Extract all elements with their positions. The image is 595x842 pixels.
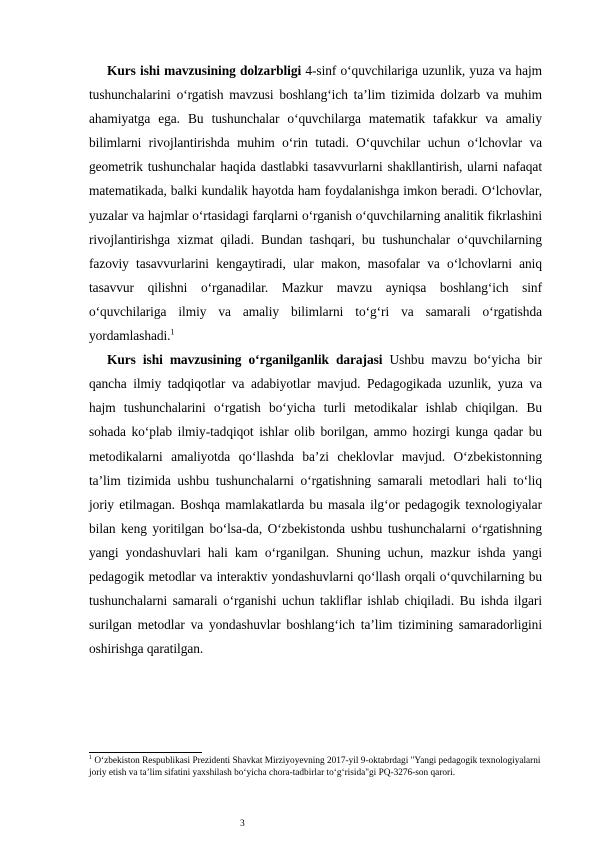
- footnote-marker: 1: [89, 754, 92, 761]
- footnote-reference: 1: [170, 327, 175, 337]
- paragraph-heading: Kurs ishi mavzusining dolzarbligi: [107, 63, 302, 78]
- paragraph-relevance: [89, 59, 542, 348]
- paragraph-text: 4-sinf o‘quvchilariga uzunlik, yuza va hajm tushunchalarini o‘rgatish mavzusi boshlang‘ich ta’lim tizimida dolzarb va muhim ahamiyatga ega. Bu tushunchalar o‘quvchilarga matematik tafakkur va amaliy bilimlarni rivojlantirishda muhim o‘rin tutadi. O‘quvchilar uchun o‘lchovlar va geometrik tushunchalar haqida dastlabki tasavvurlarni shakllantirish, ularni nafaqat matematikada, balki kundalik hayotda ham foydalanishga imkon beradi. O‘lchovlar, yuzalar va hajmlar o‘rtasidagi farqlarni o‘rganish o‘quvchilarning analitik fikrlashini rivojlantirishga xizmat qiladi. Bundan tashqari, bu tushunchalar o‘quvchilarning fazoviy tasavvurlarini kengaytiradi, ular makon, masofalar va o‘lchovlarni aniq tasavvur qilishni o‘rganadilar. Mazkur mavzu ayniqsa boshlang‘ich sinf o‘quvchilariga ilmiy va amaliy bilimlarni to‘g‘ri va samarali o‘rgatishda yordamlashadi.: [89, 63, 542, 344]
- footnote: [89, 755, 542, 779]
- footnote-separator: [89, 752, 202, 753]
- page-number: 3: [240, 819, 245, 829]
- paragraph-heading: Kurs ishi mavzusining o‘rganilganlik darajasi: [107, 352, 383, 368]
- paragraph-study-level: [89, 348, 542, 661]
- body-text: [89, 59, 542, 661]
- footnote-text: O‘zbekiston Respublikasi Prezidenti Shavkat Mirziyoyevning 2017-yil 9-oktabrdagi "Yangi pedagogik texnologiyalarni joriy etish va ta’lim sifatini yaxshilash bo‘yicha chora-tadbirlar to‘g‘risida"gi PQ-3276-son qarori.: [89, 756, 541, 778]
- paragraph-text: Ushbu mavzu bo‘yicha bir qancha ilmiy tadqiqotlar va adabiyotlar mavjud. Pedagogikada uzunlik, yuza va hajm tushunchalarini o‘rgatish bo‘yicha turli metodikalar ishlab chiqilgan. Bu sohada ko‘plab ilmiy-tadqiqot ishlar olib borilgan, ammo hozirgi kunga qadar bu metodikalarni amaliyotda qo‘llashda ba’zi cheklovlar mavjud. O‘zbekistonning ta’lim tizimida ushbu tushunchalarni o‘rgatishning samarali metodlari hali to‘liq joriy etilmagan. Boshqa mamlakatlarda bu masala ilg‘or pedagogik texnologiyalar bilan keng yoritilgan bo‘lsa-da, O‘zbekistonda ushbu tushunchalarni o‘rgatishning yangi yondashuvlari hali kam o‘rganilgan. Shuning uchun, mazkur ishda yangi pedagogik metodlar va interaktiv yondashuvlarni qo‘llash orqali o‘quvchilarning bu tushunchalarni samarali o‘rganishi uchun takliflar ishlab chiqiladi. Bu ishda ilgari surilgan metodlar va yondashuvlar boshlang‘ich ta’lim tizimining samaradorligini oshirishga qaratilgan.: [89, 352, 542, 657]
